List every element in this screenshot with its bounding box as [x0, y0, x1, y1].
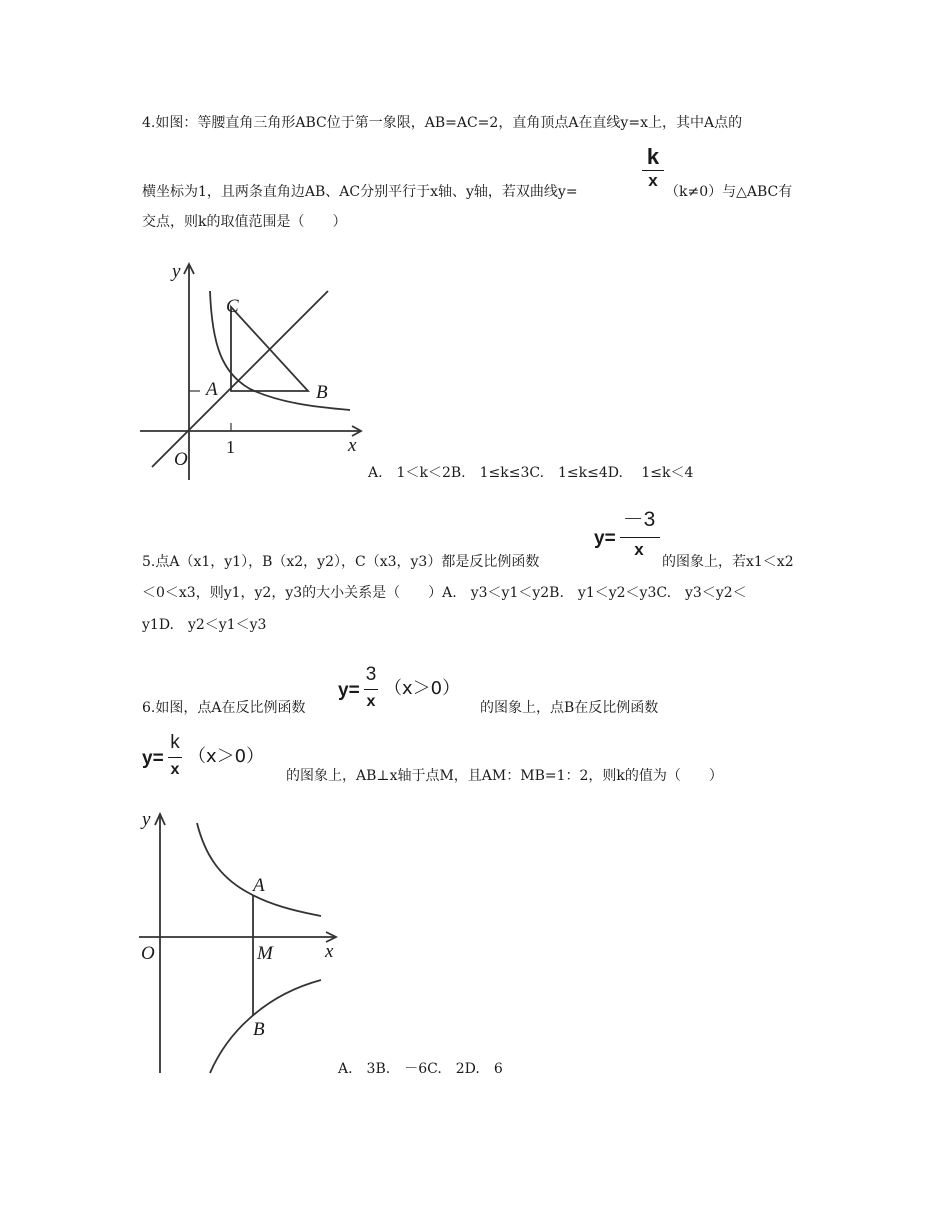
- q6-label-o: O: [141, 943, 155, 964]
- q6-line-2: 的图象上，AB⊥x轴于点M，且AM：MB=1：2，则k的值为（ ）: [286, 768, 723, 784]
- q4-label-c: C: [226, 296, 239, 317]
- q4-figure: [140, 255, 370, 485]
- q4-fraction-denominator: x: [648, 171, 658, 190]
- q4-fraction: [640, 146, 666, 191]
- q6-fraction-1-numerator: 3: [365, 664, 377, 685]
- q4-line-2-prefix: 横坐标为1，且两条直角边AB、AC分别平行于x轴、y轴，若双曲线y=: [142, 184, 578, 200]
- q6-figure: [135, 805, 355, 1080]
- q6-fraction-2-denominator: x: [170, 761, 180, 778]
- q4-line-2-suffix: （k≠0）与△ABC有: [665, 184, 793, 200]
- q5-line-2: ＜0＜x3，则y1，y2，y3的大小关系是（ ）A. y3＜y1＜y2B. y1＜y2＜y3C. y3＜y2＜: [142, 585, 747, 601]
- q5-fraction-denominator: x: [634, 540, 644, 559]
- q4-label-b: B: [316, 382, 328, 403]
- q6-fraction-1-prefix: y=: [338, 680, 360, 701]
- q6-fraction-2: [142, 732, 282, 788]
- q4-line-1: 4.如图：等腰直角三角形ABC位于第一象限，AB=AC=2，直角顶点A在直线y=x上，其中A点的: [142, 115, 743, 131]
- q6-fraction-2-condition: （x＞0）: [188, 746, 265, 767]
- q5-fraction-bar: [620, 537, 660, 538]
- q6-fraction-1-bar: [364, 689, 378, 690]
- q6-options: A. 3B. －6C. 2D. 6: [338, 1061, 503, 1077]
- q5-fraction: [594, 508, 664, 568]
- q4-label-x: x: [348, 435, 357, 456]
- q6-label-m: M: [257, 943, 273, 964]
- q6-curve-b: [210, 980, 321, 1073]
- q6-curve-a: [197, 823, 321, 916]
- q6-label-y: y: [142, 809, 151, 830]
- q6-label-a: A: [253, 875, 265, 896]
- q5-line-3: y1D. y2＜y1＜y3: [142, 617, 267, 633]
- q4-label-y: y: [172, 261, 181, 282]
- q6-fraction-2-prefix: y=: [142, 748, 164, 769]
- q5-fraction-numerator: －3: [622, 508, 656, 531]
- q6-label-b: B: [253, 1019, 265, 1040]
- q6-label-x: x: [325, 941, 334, 962]
- q5-line-1-prefix: 5.点A（x1，y1），B（x2，y2），C（x3，y3）都是反比例函数: [142, 554, 540, 570]
- q4-label-one: 1: [226, 437, 235, 457]
- q4-triangle-abc: [231, 307, 308, 391]
- q5-line-1-suffix: 的图象上，若x1＜x2: [662, 554, 794, 570]
- q4-line-3: 交点，则k的取值范围是（ ）: [142, 214, 347, 230]
- q6-fraction-2-bar: [168, 757, 182, 758]
- q6-fraction-1-condition: （x＞0）: [384, 678, 461, 699]
- q4-label-o: O: [174, 449, 188, 470]
- q5-fraction-prefix: y=: [594, 528, 616, 549]
- q4-options: A. 1＜k＜2B. 1≤k≤3C. 1≤k≤4D. 1≤k＜4: [368, 465, 694, 481]
- q6-fraction-1-denominator: x: [366, 693, 376, 710]
- q6-line-1-suffix: 的图象上，点B在反比例函数: [480, 700, 659, 716]
- q4-label-a: A: [206, 379, 218, 400]
- q6-fraction-1: [338, 664, 478, 720]
- q4-fraction-numerator: k: [646, 144, 660, 169]
- q6-fraction-2-numerator: k: [170, 732, 180, 753]
- q6-line-1-prefix: 6.如图，点A在反比例函数: [142, 700, 306, 716]
